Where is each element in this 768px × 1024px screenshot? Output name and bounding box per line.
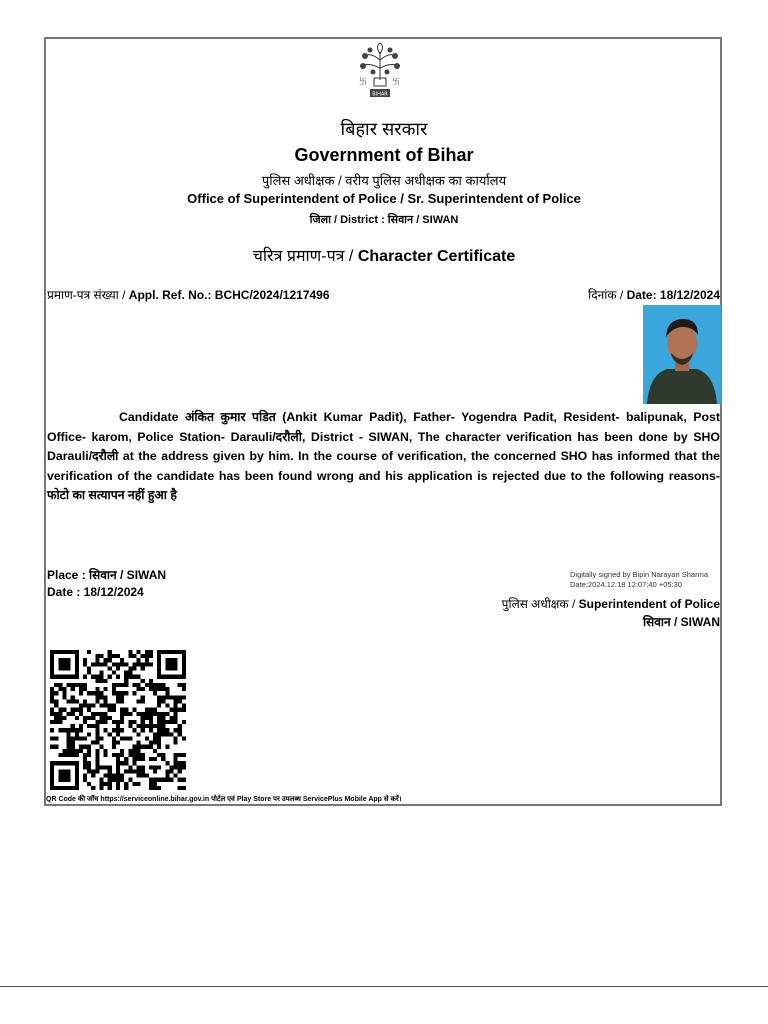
state-name-hindi: बिहार सरकार — [340, 119, 428, 139]
page-bottom-divider — [0, 986, 768, 987]
signature-date: Date:2024.12.18 12:07:40 +05:30 — [570, 580, 682, 589]
place-line: Place : सिवान / SIWAN — [47, 568, 167, 582]
date-value: Date: 18/12/2024 — [626, 288, 720, 302]
svg-text:卐: 卐 — [359, 77, 367, 86]
office-name-hindi: पुलिस अधीक्षक / वरीय पुलिस अधीक्षक का कार्यालय — [261, 173, 507, 188]
signatory-title-hindi: पुलिस अधीक्षक / — [501, 597, 576, 611]
certificate-title — [0, 244, 768, 266]
verification-statement — [47, 408, 720, 506]
digital-signature — [570, 570, 708, 590]
district-line: जिला / District : सिवान / SIWAN — [309, 214, 459, 226]
person-photo-icon — [643, 305, 721, 404]
signatory-title — [502, 595, 720, 612]
certificate-title-hindi: चरित्र प्रमाण-पत्र / — [252, 248, 354, 265]
signature-signer: Digitally signed by Bipin Narayan Sharma — [570, 570, 708, 579]
signatory-district: सिवान / SIWAN — [643, 615, 720, 629]
reference-value: Appl. Ref. No.: BCHC/2024/1217496 — [128, 288, 330, 302]
svg-text:卐: 卐 — [392, 77, 400, 86]
office-name-english: Office of Superintendent of Police / Sr. Superintendent of Police — [187, 191, 581, 206]
place-date-line: Date : 18/12/2024 — [47, 585, 144, 599]
reference-label-hindi: प्रमाण-पत्र संख्या / — [47, 288, 126, 302]
qr-verification-footer: QR Code की जाँच https://serviceonline.bihar.gov.in पोर्टल एवं Play Store पर उपलब्ध ServicePlus Mobile App से करें। — [46, 796, 402, 803]
emblem-label: BIHAR — [372, 91, 388, 98]
bihar-emblem-icon — [355, 40, 405, 100]
state-name-english: Government of Bihar — [294, 145, 474, 165]
issue-date — [588, 286, 720, 303]
date-label-hindi: दिनांक / — [588, 288, 624, 302]
candidate-photo — [643, 305, 721, 404]
signatory-title-english: Superintendent of Police — [578, 597, 720, 611]
qr-code-icon — [50, 650, 186, 790]
certificate-title-english: Character Certificate — [357, 248, 516, 265]
reference-number — [47, 286, 330, 303]
verification-statement-text: Candidate अंकित कुमार पडित (Ankit Kumar Padit), Father- Yogendra Padit, Resident- balipunak, Post Office- karom, Police Station- Darauli/दरौली, District - SIWAN, The character verification has been done by SHO Darauli/दरौली at the address given by him. In the course of verification, the concerned SHO has informed that the verification of the candidate has been found wrong and his application is rejected due to the following reasons- फोटो का सत्यापन नहीं हुआ है — [47, 410, 720, 502]
